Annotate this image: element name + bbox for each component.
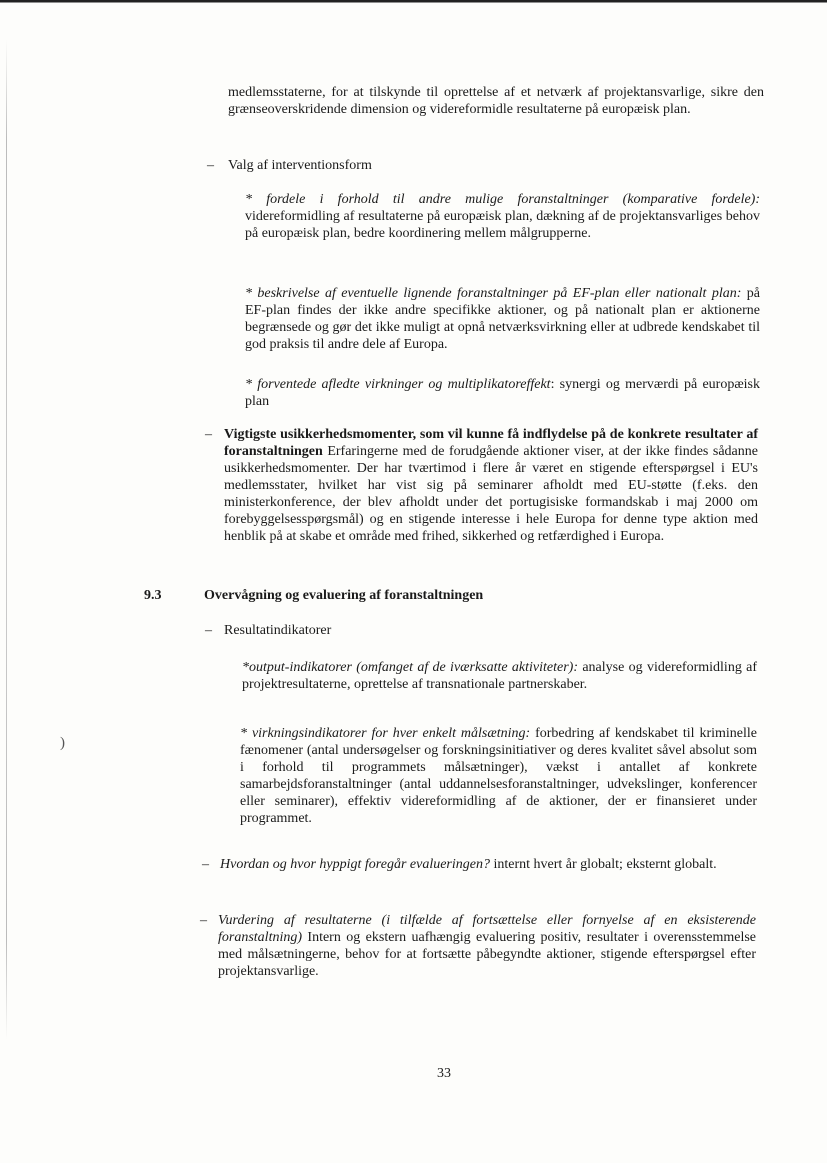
intro-paragraph bbox=[228, 84, 764, 118]
resultat-item-2 bbox=[240, 725, 757, 827]
valg-item-1 bbox=[245, 191, 760, 242]
dash-bullet: – bbox=[200, 913, 207, 928]
dash-bullet: – bbox=[202, 857, 209, 872]
resultat-item-1 bbox=[242, 659, 757, 693]
section-number: 9.3 bbox=[144, 588, 162, 603]
hvordan-body: internt hvert år globalt; eksternt globalt. bbox=[489, 857, 717, 872]
page-number: 33 bbox=[437, 1066, 451, 1081]
valg-item-2 bbox=[245, 285, 760, 353]
dash-bullet: – bbox=[205, 623, 212, 638]
resultat-label bbox=[224, 622, 624, 639]
vurdering-heading: Vurdering af resultaterne (i tilfælde af fortsættelse eller fornyelse af en eksisterende foranstaltning) bbox=[218, 913, 756, 945]
section-title: Overvågning og evaluering af foranstaltningen bbox=[204, 588, 484, 603]
valg-label-text: Valg af interventionsform bbox=[228, 158, 372, 173]
vurdering-body: Intern og ekstern uafhængig evaluering positiv, resultater i overensstemmelse med målsætningerne, behov for at fortsætte påbegyndte aktioner, stigende efterspørgsel efter projektansvarlige. bbox=[218, 930, 756, 979]
item-body: videreformidling af resultaterne på europæisk plan, dækning af de projektansvarliges behov på europæisk plan, bedre koordinering mellem målgrupperne. bbox=[245, 209, 760, 241]
margin-mark: ) bbox=[60, 735, 65, 751]
item-heading: *output-indikatorer (omfanget af de iværksatte aktiviteter): bbox=[242, 660, 579, 675]
item-heading: * fordele i forhold til andre mulige foranstaltninger (komparative fordele): bbox=[245, 192, 760, 207]
item-heading: * virkningsindikatorer for hver enkelt målsætning: bbox=[240, 726, 531, 741]
item-body: analyse og videreformidling af projektresultaterne, oprettelse af transnationale partnerskaber. bbox=[242, 660, 758, 692]
item-heading: * forventede afledte virkninger og multiplikatoreffekt bbox=[245, 377, 551, 392]
intro-text: medlemsstaterne, for at tilskynde til oprettelse af et netværk af projektansvarlige, sikre den grænseoverskridende dimension og videreformidle resultaterne på europæisk plan. bbox=[228, 85, 764, 117]
usikkerhed-heading: Vigtigste usikkerhedsmomenter, som vil kunne få indflydelse på de konkrete resultater af foranstaltningen bbox=[224, 427, 758, 459]
left-edge-line bbox=[6, 40, 7, 1040]
valg-item-3 bbox=[245, 376, 760, 410]
top-border bbox=[0, 0, 827, 4]
dash-bullet: – bbox=[207, 158, 214, 173]
item-body: forbedring af kendskabet til kriminelle fænomener (antal undersøgelser og forskningsinitiativer og deres kvalitet såvel absolut som i forhold til programmets målsætninger), vækst i antallet af konkrete samarbejdsforanstaltninger (antal uddannelsesforanstaltninger, udvekslinger, konferencer eller seminarer), effektiv videreformidling af de aktioner, der er finansieret under programmet. bbox=[240, 726, 757, 826]
item-body: : synergi og merværdi på europæisk plan bbox=[245, 377, 760, 409]
vurdering-paragraph bbox=[218, 912, 756, 980]
usikkerhed-paragraph bbox=[224, 426, 758, 545]
item-heading: * beskrivelse af eventuelle lignende foranstaltninger på EF-plan eller nationalt plan: bbox=[245, 286, 742, 301]
valg-label bbox=[228, 157, 628, 174]
hvordan-paragraph bbox=[220, 856, 758, 873]
usikkerhed-body: Erfaringerne med de forudgående aktioner viser, at der ikke findes sådanne usikkerhedsmomenter. Der har tværtimod i flere år været en stigende efterspørgsel i EU's medlemsstater, hvilket har vist sig på seminarer afholdt med EU-støtte (f.eks. den ministerkonference, der blev afholdt under det portugisiske formandskab i maj 2000 om forebyggelsesspørgsmål) og en stigende interesse i hele Europa for denne type aktion med henblik på at skabe et område med frihed, sikkerhed og retfærdighed i Europa. bbox=[224, 444, 758, 544]
dash-bullet: – bbox=[205, 427, 212, 442]
item-body: på EF-plan findes der ikke andre specifikke aktioner, og på nationalt plan er aktionerne begrænsede og gør det ikke muligt at opnå netværksvirkning eller at udbrede kendskabet til god praksis til andre dele af Europa. bbox=[245, 286, 760, 352]
resultat-label-text: Resultatindikatorer bbox=[224, 623, 332, 638]
hvordan-heading: Hvordan og hvor hyppigt foregår evalueringen? bbox=[220, 857, 490, 872]
